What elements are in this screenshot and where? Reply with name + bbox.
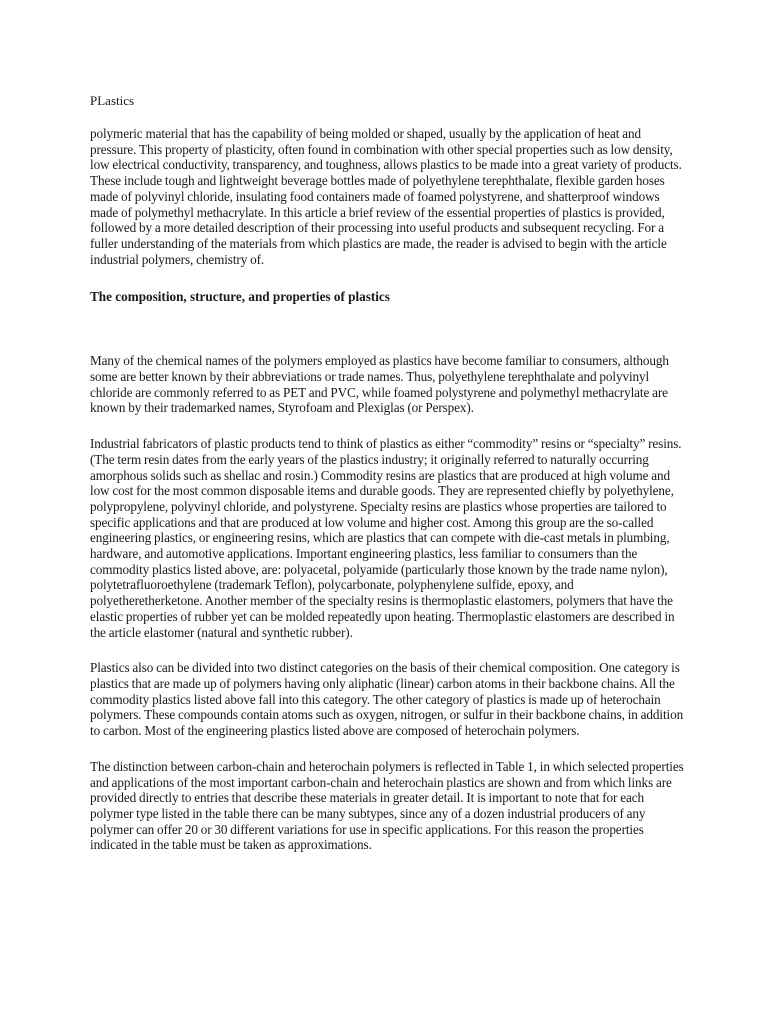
paragraph-chemical-names: Many of the chemical names of the polymers employed as plastics have become familiar to consumers, although some are better known by their abbreviations or trade names. Thus, polyethylene terephthalate and polyvinyl chloride are commonly referred to as PET and PVC, while foamed polystyrene and polymethyl methacrylate are known by their trademarked names, Styrofoam and Plexiglas (or Perspex). xyxy=(90,353,669,416)
document-title: PLastics xyxy=(90,93,135,108)
paragraph-table-reference: The distinction between carbon-chain and heterochain polymers is reflected in Table 1, in which selected properties and applications of the most important carbon-chain and heterochain plastics are shown and from which links are provided directly to entries that describe these materials in greater detail. It is important to note that for each polymer type listed in the table there can be many subtypes, since any of a dozen industrial producers of any polymer can offer 20 or 30 different variations for use in specific applications. For this reason the properties indicated in the table must be taken as approximations. xyxy=(90,758,684,853)
section-heading: The composition, structure, and properties of plastics xyxy=(90,289,390,305)
paragraph-chemical-composition: Plastics also can be divided into two distinct categories on the basis of their chemical composition. One category is plastics that are made up of polymers having only aliphatic (linear) carbon atoms in their backbone chains. All the commodity plastics listed above fall into this category. The other category of plastics is made up of heterochain polymers. These compounds contain atoms such as oxygen, nitrogen, or sulfur in their backbone chains, in addition to carbon. Most of the engineering plastics listed above are composed of heterochain polymers. xyxy=(90,660,684,739)
paragraph-commodity-specialty: Industrial fabricators of plastic products tend to think of plastics as either “commodity” resins or “specialty” resins. (The term resin dates from the early years of the plastics industry; it originally referred to naturally occurring amorphous solids such as shellac and rosin.) Commodity resins are plastics that are produced at high volume and low cost for the most common disposable items and durable goods. They are represented chiefly by polyethylene, polypropylene, polyvinyl chloride, and polystyrene. Specialty resins are plastics whose properties are tailored to specific applications and that are produced at low volume and higher cost. Among this group are the so-called engineering plastics, or engineering resins, which are plastics that can compete with die-cast metals in plumbing, hardware, and automotive applications. Important engineering plastics, less familiar to consumers than the commodity plastics listed above, are: polyacetal, polyamide (particularly those known by the trade name nylon), polytetrafluoroethylene (trademark Teflon), polycarbonate, polyphenylene sulfide, epoxy, and polyetheretherketone. Another member of the specialty resins is thermoplastic elastomers, polymers that have the elastic properties of rubber yet can be molded repeatedly upon heating. Thermoplastic elastomers are described in the article elastomer (natural and synthetic rubber). xyxy=(90,436,682,640)
paragraph-intro: polymeric material that has the capability of being molded or shaped, usually by the application of heat and pressure. This property of plasticity, often found in combination with other special properties such as low density, low electrical conductivity, transparency, and toughness, allows plastics to be made into a great variety of products. These include tough and lightweight beverage bottles made of polyethylene terephthalate, flexible garden hoses made of polyvinyl chloride, insulating food containers made of foamed polystyrene, and shatterproof windows made of polymethyl methacrylate. In this article a brief review of the essential properties of plastics is provided, followed by a more detailed description of their processing into useful products and subsequent recycling. For a fuller understanding of the materials from which plastics are made, the reader is advised to begin with the article industrial polymers, chemistry of. xyxy=(90,126,682,267)
document-page xyxy=(90,92,685,853)
